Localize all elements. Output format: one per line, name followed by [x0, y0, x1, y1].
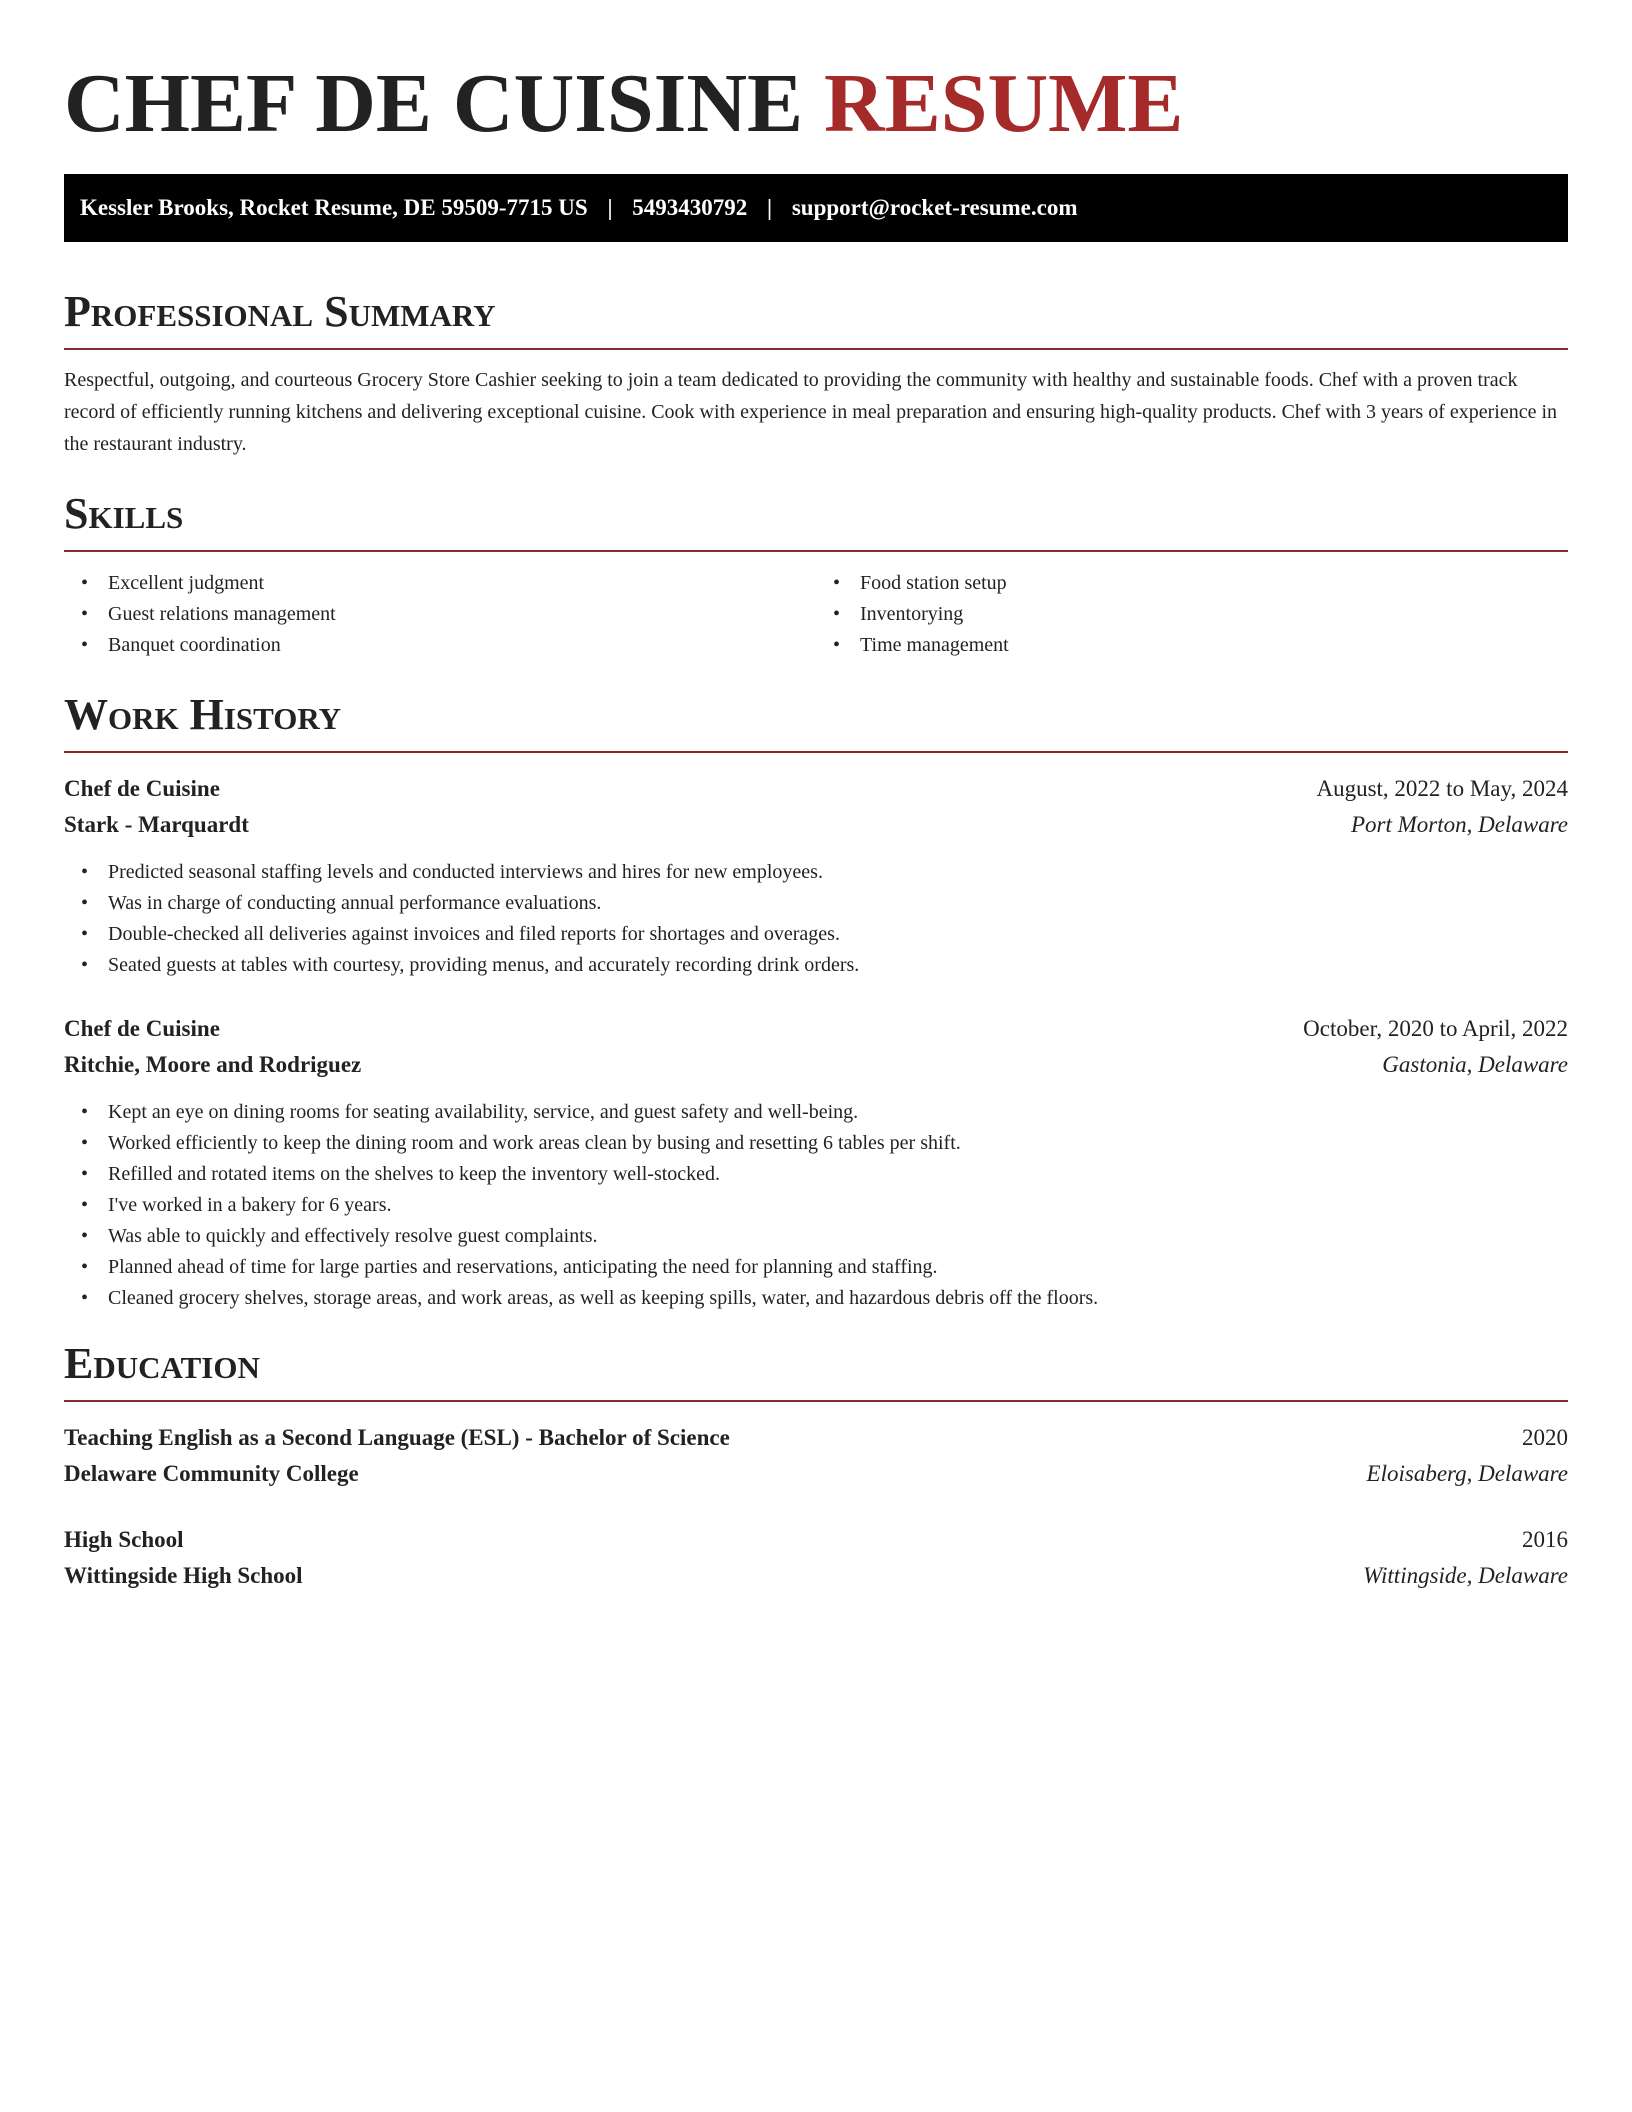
job-company-row	[64, 807, 1568, 843]
education-entry	[64, 1420, 1568, 1492]
contact-separator: |	[767, 195, 773, 220]
education-school: Wittingside High School	[64, 1563, 303, 1588]
skill-item: • Food station setup	[816, 568, 1568, 599]
job-bullet: • Planned ahead of time for large parties and reservations, anticipating the need for planning and staffing.	[64, 1252, 1568, 1283]
job-company: Ritchie, Moore and Rodriguez	[64, 1052, 362, 1077]
education-school-row	[64, 1558, 1568, 1594]
education-degree-row	[64, 1420, 1568, 1456]
job-bullet: • Was in charge of conducting annual performance evaluations.	[64, 888, 1568, 919]
contact-address: Kessler Brooks, Rocket Resume, DE 59509-7715 US	[80, 195, 588, 220]
education-entry	[64, 1522, 1568, 1594]
job-bullet: • Double-checked all deliveries against invoices and filed reports for shortages and overages.	[64, 919, 1568, 950]
education-heading: Education	[64, 1338, 1568, 1402]
job-bullet: • Was able to quickly and effectively resolve guest complaints.	[64, 1221, 1568, 1252]
job-company-row	[64, 1047, 1568, 1083]
work-history-heading: Work History	[64, 689, 1568, 753]
skill-item: • Inventorying	[816, 599, 1568, 630]
job-location: Port Morton, Delaware	[1351, 812, 1568, 837]
job-title: Chef de Cuisine	[64, 1016, 220, 1041]
job-bullet: • Cleaned grocery shelves, storage areas, and work areas, as well as keeping spills, water, and hazardous debris off the floors.	[64, 1283, 1568, 1314]
education-year: 2016	[1522, 1527, 1568, 1552]
job-bullet: • Predicted seasonal staffing levels and conducted interviews and hires for new employees.	[64, 857, 1568, 888]
job-dates: October, 2020 to April, 2022	[1303, 1016, 1568, 1041]
skill-item: • Guest relations management	[64, 599, 816, 630]
job-bullet: • Refilled and rotated items on the shelves to keep the inventory well-stocked.	[64, 1159, 1568, 1190]
job-bullet: • Worked efficiently to keep the dining room and work areas clean by busing and resetting 6 tables per shift.	[64, 1128, 1568, 1159]
job-bullet: • Kept an eye on dining rooms for seating availability, service, and guest safety and well-being.	[64, 1097, 1568, 1128]
education-degree: High School	[64, 1527, 184, 1552]
contact-email: support@rocket-resume.com	[791, 195, 1078, 220]
job-dates: August, 2022 to May, 2024	[1316, 776, 1568, 801]
skills-heading: Skills	[64, 488, 1568, 552]
job-header-row	[64, 771, 1568, 807]
education-year: 2020	[1522, 1425, 1568, 1450]
skill-item: • Banquet coordination	[64, 630, 816, 661]
resume-title	[64, 56, 1568, 152]
education-school-row	[64, 1456, 1568, 1492]
title-main: CHEF DE CUISINE	[64, 57, 804, 150]
job-company: Stark - Marquardt	[64, 812, 249, 837]
education-location: Wittingside, Delaware	[1363, 1563, 1568, 1588]
job-location: Gastonia, Delaware	[1382, 1052, 1568, 1077]
job-bullet: • Seated guests at tables with courtesy, providing menus, and accurately recording drink orders.	[64, 950, 1568, 981]
skill-item: • Time management	[816, 630, 1568, 661]
job-bullets	[64, 857, 1568, 981]
education-degree-row	[64, 1522, 1568, 1558]
summary-text: Respectful, outgoing, and courteous Grocery Store Cashier seeking to join a team dedicated to providing the community with healthy and sustainable foods. Chef with a proven track record of efficiently running kitchens and delivering exceptional cuisine. Cook with experience in meal preparation and ensuring high-quality products. Chef with 3 years of experience in the restaurant industry.	[64, 369, 1558, 455]
education-location: Eloisaberg, Delaware	[1366, 1461, 1568, 1486]
education-degree: Teaching English as a Second Language (ESL) - Bachelor of Science	[64, 1425, 730, 1450]
job-bullets	[64, 1097, 1568, 1314]
skills-column-right	[816, 568, 1568, 661]
skills-column-left	[64, 568, 816, 661]
job-bullet: • I've worked in a bakery for 6 years.	[64, 1190, 1568, 1221]
contact-phone: 5493430792	[632, 195, 748, 220]
title-accent: RESUME	[824, 57, 1184, 150]
education-school: Delaware Community College	[64, 1461, 359, 1486]
contact-separator: |	[607, 195, 613, 220]
job-title: Chef de Cuisine	[64, 776, 220, 801]
job-header-row	[64, 1011, 1568, 1047]
summary-heading: Professional Summary	[64, 286, 1568, 350]
job-entry	[64, 1011, 1568, 1314]
skills-grid	[64, 568, 1568, 661]
skill-item: • Excellent judgment	[64, 568, 816, 599]
job-entry	[64, 771, 1568, 981]
contact-bar	[64, 174, 1568, 242]
